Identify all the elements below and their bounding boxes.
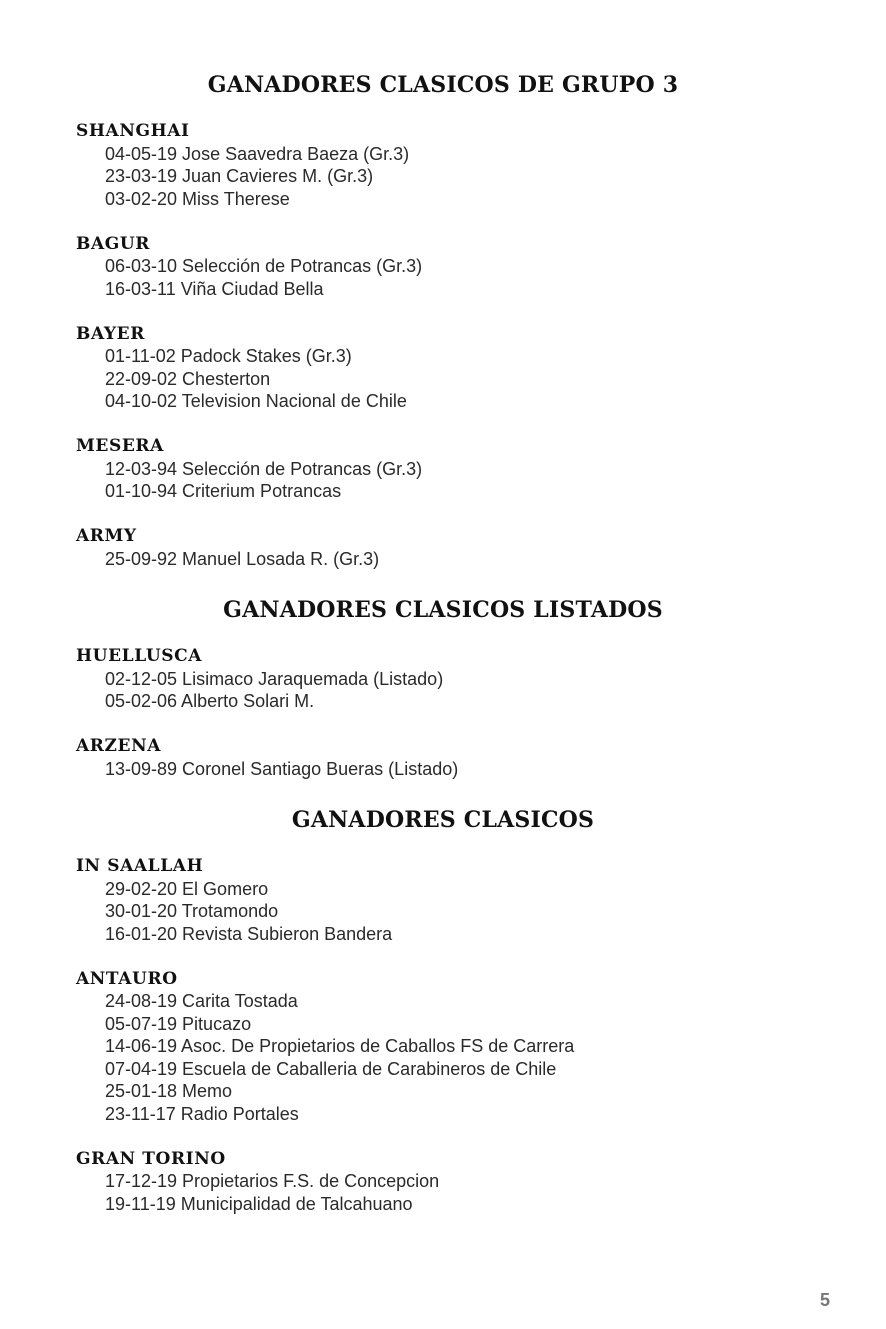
race-entry: 16-03-11 Viña Ciudad Bella bbox=[105, 279, 324, 299]
race-entry: 22-09-02 Chesterton bbox=[105, 369, 271, 389]
race-entry: 04-10-02 Television Nacional de Chile bbox=[105, 391, 407, 411]
race-entry: 04-05-19 Jose Saavedra Baeza (Gr.3) bbox=[105, 144, 410, 164]
race-entry: 19-11-19 Municipalidad de Talcahuano bbox=[105, 1194, 413, 1214]
race-entry: 30-01-20 Trotamondo bbox=[105, 901, 279, 921]
race-entry: 03-02-20 Miss Therese bbox=[105, 189, 290, 209]
race-entry: 29-02-20 El Gomero bbox=[105, 879, 269, 899]
horse-name: ARMY bbox=[76, 526, 137, 546]
horse-name: MESERA bbox=[76, 436, 164, 456]
race-entry: 23-03-19 Juan Cavieres M. (Gr.3) bbox=[105, 166, 374, 186]
race-entry: 06-03-10 Selección de Potrancas (Gr.3) bbox=[105, 256, 423, 276]
race-entry: 07-04-19 Escuela de Caballeria de Carabineros de Chile bbox=[105, 1059, 557, 1079]
race-entry: 01-11-02 Padock Stakes (Gr.3) bbox=[105, 346, 352, 366]
horse-name: BAYER bbox=[76, 324, 145, 344]
horse-name: IN SAALLAH bbox=[76, 856, 204, 876]
race-entry: 05-07-19 Pitucazo bbox=[105, 1014, 252, 1034]
race-entry: 16-01-20 Revista Subieron Bandera bbox=[105, 924, 393, 944]
horse-name: ARZENA bbox=[76, 736, 162, 756]
section-title: GANADORES CLASICOS DE GRUPO 3 bbox=[207, 72, 679, 98]
race-entry: 23-11-17 Radio Portales bbox=[105, 1104, 299, 1124]
horse-name: GRAN TORINO bbox=[76, 1149, 226, 1169]
race-entry: 02-12-05 Lisimaco Jaraquemada (Listado) bbox=[105, 669, 444, 689]
horse-name: HUELLUSCA bbox=[76, 646, 203, 666]
race-entry: 12-03-94 Selección de Potrancas (Gr.3) bbox=[105, 459, 423, 479]
horse-name: BAGUR bbox=[76, 234, 151, 254]
race-entry: 01-10-94 Criterium Potrancas bbox=[105, 481, 342, 501]
race-entry: 13-09-89 Coronel Santiago Bueras (Listado) bbox=[105, 759, 459, 779]
horse-name: SHANGHAI bbox=[76, 121, 190, 141]
race-entry: 25-09-92 Manuel Losada R. (Gr.3) bbox=[105, 549, 380, 569]
race-entry: 24-08-19 Carita Tostada bbox=[105, 991, 298, 1011]
horse-name: ANTAURO bbox=[76, 969, 178, 989]
page-number: 5 bbox=[820, 1290, 831, 1310]
section-title: GANADORES CLASICOS bbox=[291, 807, 595, 833]
race-entry: 05-02-06 Alberto Solari M. bbox=[105, 691, 315, 711]
section-title: GANADORES CLASICOS LISTADOS bbox=[223, 597, 663, 623]
race-entry: 14-06-19 Asoc. De Propietarios de Caballos FS de Carrera bbox=[105, 1036, 575, 1056]
race-entry: 17-12-19 Propietarios F.S. de Concepcion bbox=[105, 1171, 440, 1191]
race-entry: 25-01-18 Memo bbox=[105, 1081, 233, 1101]
